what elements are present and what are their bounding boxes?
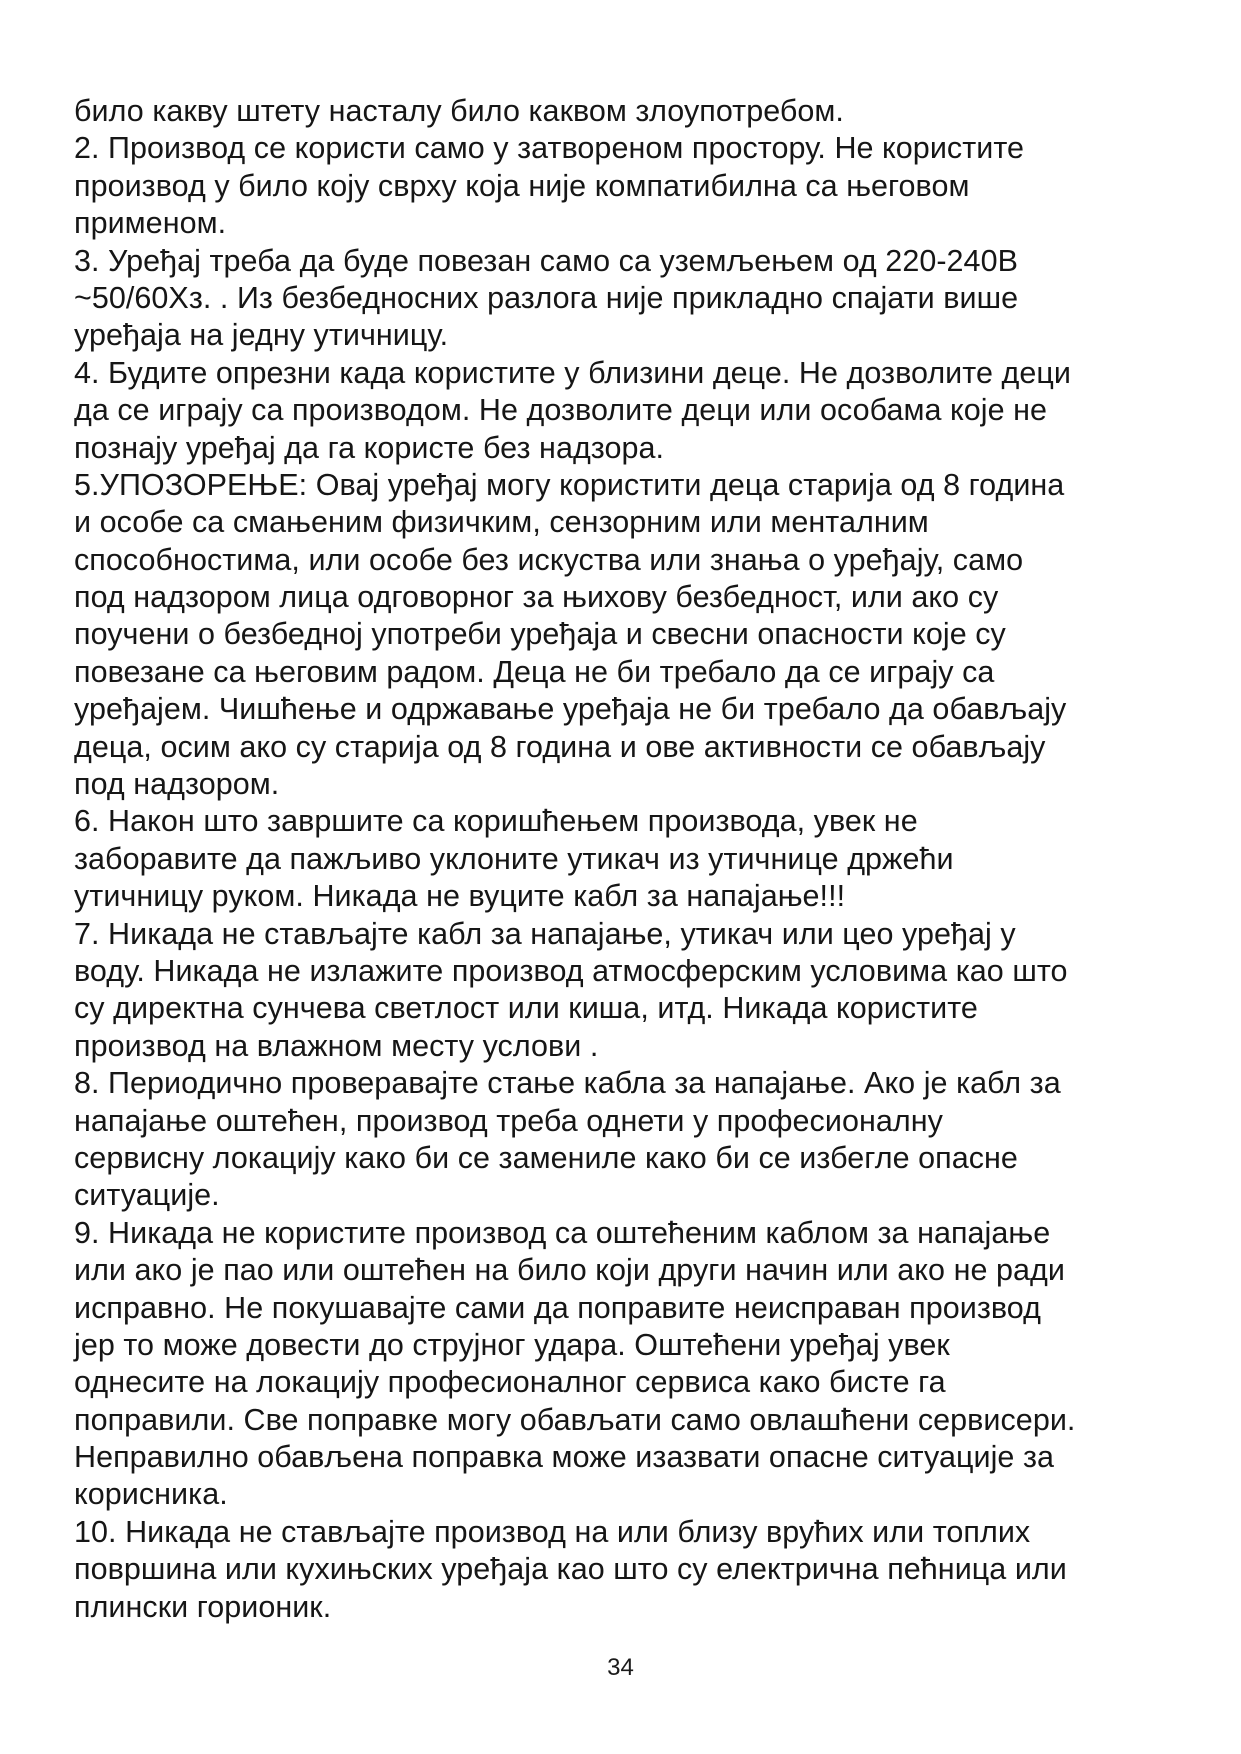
text-line: поправили. Све поправке могу обављати само овлашћени сервисери. [74,1402,1076,1437]
body-text [74,93,1194,1626]
text-line: способностима, или особе без искуства или знања о уређају, само [74,542,1024,577]
text-line: 7. Никада не стављајте кабл за напајање, утикач или цео уређај у [74,916,1016,951]
text-line: познају уређај да га користе без надзора. [74,430,665,465]
text-line: 5.УПОЗОРЕЊЕ: Овај уређај могу користити деца старија од 8 година [74,467,1065,502]
text-line: 4. Будите опрезни када користите у близини деце. Не дозволите деци [74,355,1071,390]
text-line: утичницу руком. Никада не вуците кабл за напајање!!! [74,879,846,914]
text-line: 9. Никада не користите производ са оштећеним каблом за напајање [74,1215,1051,1250]
text-line: исправно. Не покушавајте сами да поправите неисправан производ [74,1290,1041,1325]
text-line: ~50/60Хз. . Из безбедносних разлога није прикладно спајати више [74,280,1019,315]
text-line: 10. Никада не стављајте производ на или близу врућих или топлих [74,1514,1031,1549]
text-line: или ако је пао или оштећен на било који други начин или ако не ради [74,1253,1065,1288]
text-line: под надзором. [74,767,280,802]
text-line: површина или кухињских уређаја као што су електрична пећница или [74,1552,1067,1587]
text-line: уређајем. Чишћење и одржавање уређаја не би требало да обављају [74,692,1067,727]
text-line: 2. Производ се користи само у затвореном простору. Не користите [74,131,1025,166]
text-line: деца, осим ако су старија од 8 година и ове активности се обављају [74,729,1046,764]
text-line: уређаја на једну утичницу. [74,318,449,353]
text-line: Неправилно обављена поправка може изазвати опасне ситуације за [74,1440,1054,1475]
text-line: 3. Уређај треба да буде повезан само са уземљењем од 220-240В [74,243,1018,278]
text-line: под надзором лица одговорног за њихову безбедност, или ако су [74,580,999,615]
text-line: ситуације. [74,1178,220,1213]
text-line: применом. [74,206,227,241]
text-line: напајање оштећен, производ треба однети у професионалну [74,1103,943,1138]
text-line: било какву штету насталу било каквом злоупотребом. [74,94,844,128]
text-line: производ у било коју сврху која није компатибилна са његовом [74,168,970,203]
text-line: да се играју са производом. Не дозволите деци или особама које не [74,393,1048,428]
text-line: однесите на локацију професионалног сервиса како бисте га [74,1365,946,1400]
text-line: воду. Никада не излажите производ атмосферским условима као што [74,953,1068,988]
text-line: 6. Након што завршите са коришћењем производа, увек не [74,804,918,839]
page-number: 34 [607,1654,634,1681]
text-line: сервисну локацију како би се замениле како би се избегле опасне [74,1140,1018,1175]
text-line: плински горионик. [74,1589,332,1624]
text-line: су директна сунчева светлост или киша, итд. Никада користите [74,991,978,1026]
text-line: поучени о безбедној употреби уређаја и свесни опасности које су [74,617,1006,652]
text-line: јер то може довести до струјног удара. Оштећени уређај увек [74,1327,950,1362]
text-line: производ на влажном месту услови . [74,1028,599,1063]
text-line: заборавите да пажљиво уклоните утикач из утичнице држећи [74,841,954,876]
text-line: корисника. [74,1477,228,1512]
text-line: повезане са његовим радом. Деца не би требало да се играју са [74,654,995,689]
text-line: и особе са смањеним физичким, сензорним или менталним [74,505,929,540]
text-line: 8. Периодично проверавајте стање кабла за напајање. Ако је кабл за [74,1066,1061,1101]
